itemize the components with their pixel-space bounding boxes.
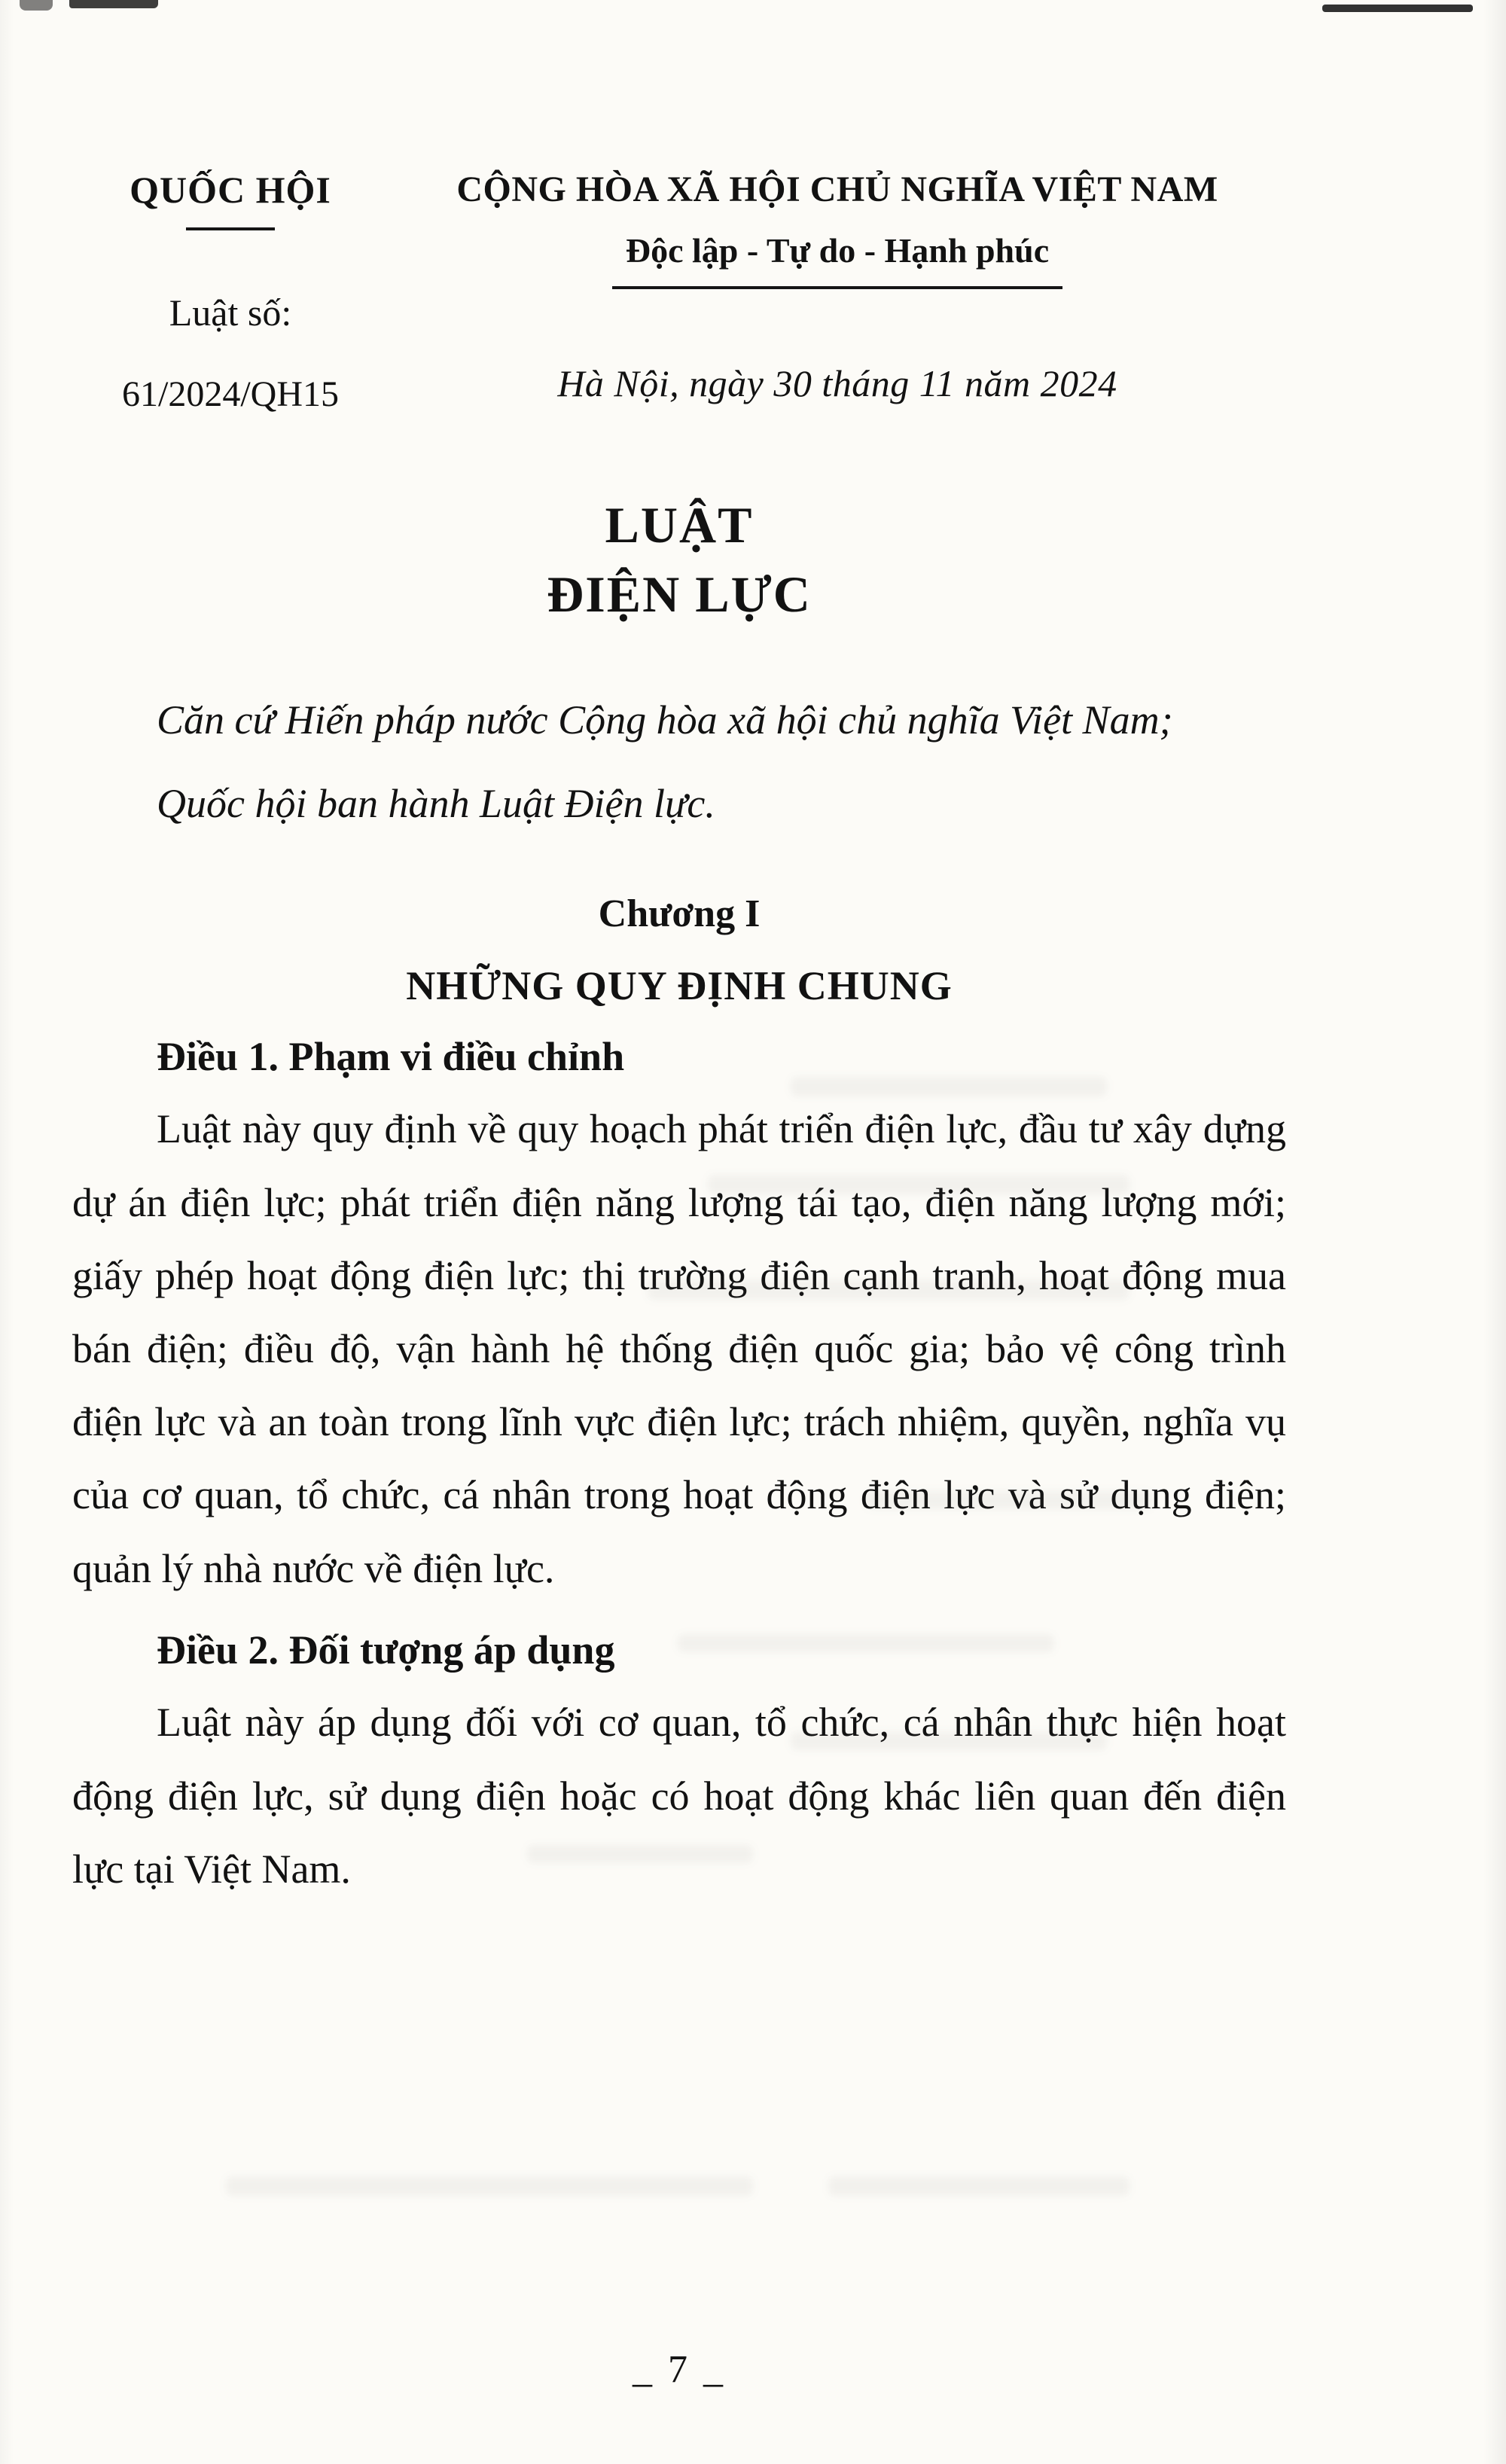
bleedthrough-artifact <box>828 2176 1130 2196</box>
page-number: _ 7 _ <box>633 2348 726 2391</box>
title-subject: ĐIỆN LỰC <box>547 565 812 623</box>
national-motto-block <box>389 167 1286 405</box>
chapter-heading <box>72 889 1286 1012</box>
chapter-number: Chương I <box>598 892 761 935</box>
chapter-title: NHỮNG QUY ĐỊNH CHUNG <box>406 962 953 1008</box>
law-number-label: Luật số: <box>169 291 292 334</box>
scan-artifact-top-right <box>1322 5 1473 12</box>
scan-artifact-edge-left <box>20 0 53 11</box>
article-2-heading: Điều 2. Đối tượng áp dụng <box>157 1627 615 1673</box>
document-title <box>72 491 1286 630</box>
article-1-body: Luật này quy định về quy hoạch phát triển điện lực, đầu tư xây dựng dự án điện lực; phát triển điện năng lượng tái tạo, điện năng lượng mới; giấy phép hoạt động điện lực; thị trường điện cạnh tranh, hoạt động mua bán điện; điều độ, vận hành hệ thống điện quốc gia; bảo vệ công trình điện lực và an toàn trong lĩnh vực điện lực; trách nhiệm, quyền, nghĩa vụ của cơ quan, tổ chức, cá nhân trong hoạt động điện lực và sử dụng điện; quản lý nhà nước về điện lực. <box>72 1106 1286 1591</box>
issuer-name: QUỐC HỘI <box>130 169 331 211</box>
issuer-underline <box>186 227 275 230</box>
issuer-block <box>72 167 389 422</box>
motto-underline <box>612 286 1062 289</box>
scan-artifact-top-left <box>69 0 158 8</box>
title-law: LUẬT <box>605 496 754 553</box>
article-2 <box>72 1619 1286 1906</box>
article-1-heading: Điều 1. Phạm vi điều chỉnh <box>157 1033 625 1079</box>
law-number: 61/2024/QH15 <box>122 374 339 414</box>
preamble-enactment: Quốc hội ban hành Luật Điện lực. <box>157 780 715 826</box>
dateline: Hà Nội, ngày 30 tháng 11 năm 2024 <box>557 361 1117 404</box>
national-motto: Độc lập - Tự do - Hạnh phúc <box>625 231 1050 270</box>
country-name: CỘNG HÒA XÃ HỘI CHỦ NGHĨA VIỆT NAM <box>456 169 1218 209</box>
preamble-citation: Căn cứ Hiến pháp nước Cộng hòa xã hội chủ nghĩa Việt Nam; <box>157 697 1173 743</box>
bleedthrough-artifact <box>226 2176 753 2196</box>
article-1 <box>72 1026 1286 1606</box>
document-header <box>72 167 1286 422</box>
article-2-body: Luật này áp dụng đối với cơ quan, tổ chức, cá nhân thực hiện hoạt động điện lực, sử dụng điện hoặc có hoạt động khác liên quan đến điện lực tại Việt Nam. <box>72 1700 1286 1892</box>
